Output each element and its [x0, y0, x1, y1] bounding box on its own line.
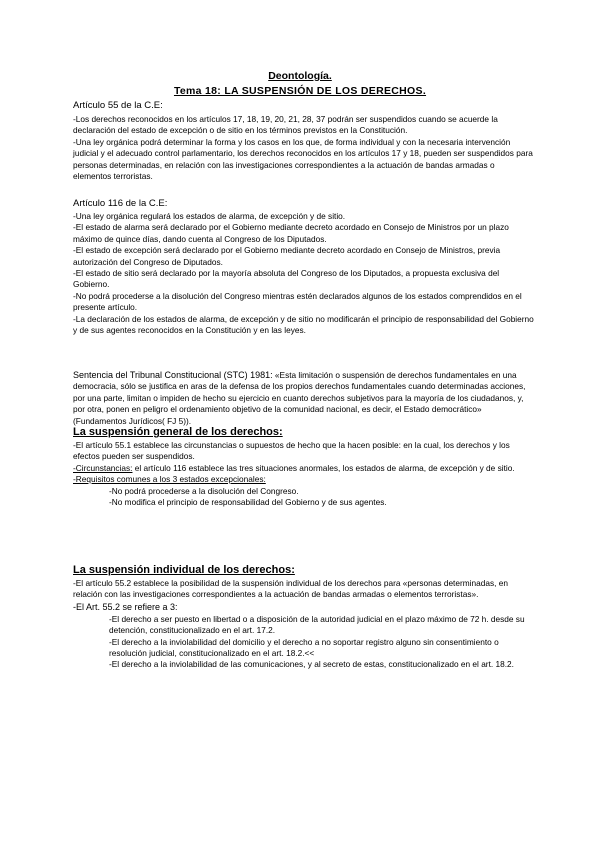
circumstances-label: -Circunstancias:	[73, 462, 133, 473]
individual-right-item: -El derecho a la inviolabilidad del domicilio y el derecho a no soportar registro alguno sin consentimiento o resolución judicial, constitucionalizado en el art. 18.2.<<	[109, 636, 499, 659]
article-116-section	[73, 198, 535, 336]
circumstances-text: el artículo 116 establece las tres situaciones anormales, los estados de alarma, de excepción y de sitio.	[132, 462, 515, 473]
stc-label: Sentencia del Tribunal Constitucional (STC) 1981:	[73, 370, 273, 380]
stc-paragraph	[73, 370, 535, 427]
individual-right-item: -El derecho a la inviolabilidad de las comunicaciones, y al secreto de estas, constitucionalizado en el art. 18.2.	[109, 659, 514, 670]
individual-suspension-heading: La suspensión individual de los derechos:	[73, 564, 295, 576]
requirement-item: -No podrá procederse a la disolución del Congreso.	[109, 485, 299, 496]
article-55-paragraph-1: -Los derechos reconocidos en los artículos 17, 18, 19, 20, 21, 28, 37 podrán ser suspendidos cuando se acuerde la declaración del estado de excepción o de sitio en los términos previstos en la Constitución.	[73, 114, 498, 136]
common-requirements-label: -Requisitos comunes a los 3 estados excepcionales:	[73, 474, 266, 485]
article-55-label: Artículo 55 de la C.E:	[73, 100, 163, 111]
general-paragraph-2	[73, 463, 535, 474]
article-116-item: -La declaración de los estados de alarma, de excepción y de sitio no modificarán el principio de responsabilidad del Gobierno y de sus agentes reconocidos en la Constitución y en las leyes.	[73, 313, 534, 336]
article-116-item: -Una ley orgánica regulará los estados de alarma, de excepción y de sitio.	[73, 211, 346, 221]
document-title: Deontología.	[268, 70, 332, 82]
article-55-section	[73, 100, 535, 182]
stc-quote: «Esta limitación o suspensión de derechos fundamentales en una democracia, sólo se justifica en aras de la defensa de los propios derechos fundamentales cuando determinadas acciones, por una parte, limitan o impiden de hecho su ejercicio en cuanto derechos subjetivos para la mayoría de los ciudadanos, y, por otra, ponen en peligro el ordenamiento objetivo de la comunidad nacional, es decir, el Estado democrático» (Fundamentos Jurídicos( FJ 5)).	[73, 370, 526, 426]
article-55-paragraph-2: -Una ley orgánica podrá determinar la forma y los casos en los que, de forma individual y con la necesaria intervención judicial y el adecuado control parlamentario, los derechos reconocidos en los artículos 17 y 18, pueden ser suspendidos para personas determinadas, en relación con las investigaciones correspondientes a la actuación de bandas armadas o elementos terroristas.	[73, 136, 533, 182]
stc-section	[73, 370, 535, 427]
individual-suspension-section	[73, 564, 535, 671]
general-suspension-heading: La suspensión general de los derechos:	[73, 426, 283, 438]
general-suspension-section	[73, 426, 535, 508]
general-paragraph-1: -El artículo 55.1 establece las circunstancias o supuestos de hecho que la hacen posible: en la cual, los derechos y los efectos pueden ser suspendidos.	[73, 440, 510, 462]
document-subtitle: Tema 18: LA SUSPENSIÓN DE LOS DERECHOS.	[173, 85, 427, 97]
article-116-label: Artículo 116 de la C.E:	[73, 198, 168, 209]
requirement-item: -No modifica el principio de responsabilidad del Gobierno y de sus agentes.	[109, 497, 387, 508]
article-116-item: -El estado de excepción será declarado por el Gobierno mediante decreto acordado en Consejo de Ministros, previa autorización del Congreso de Diputados.	[73, 245, 501, 267]
individual-paragraph-2: -El Art. 55.2 se refiere a 3:	[73, 601, 178, 612]
individual-right-item: -El derecho a ser puesto en libertad o a disposición de la autoridad judicial en el plazo máximo de 72 h. desde su detención, constitucionalizado en el art. 17.2.	[109, 613, 525, 636]
article-116-item: -El estado de alarma será declarado por el Gobierno mediante decreto acordado en Consejo de Ministros por un plazo máximo de quince días, dando cuenta al Congreso de los Diputados.	[73, 222, 509, 244]
article-116-item: -No podrá procederse a la disolución del Congreso mientras estén declarados algunos de los estados comprendidos en el presente artículo.	[73, 290, 522, 313]
article-116-item: -El estado de sitio será declarado por la mayoría absoluta del Congreso de los Diputados, a propuesta exclusiva del Gobierno.	[73, 268, 500, 290]
individual-paragraph-1: -El artículo 55.2 establece la posibilidad de la suspensión individual de los derechos para «personas determinadas, en relación con las investigaciones correspondientes a la actuación de bandas armadas o elementos terroristas».	[73, 578, 508, 600]
